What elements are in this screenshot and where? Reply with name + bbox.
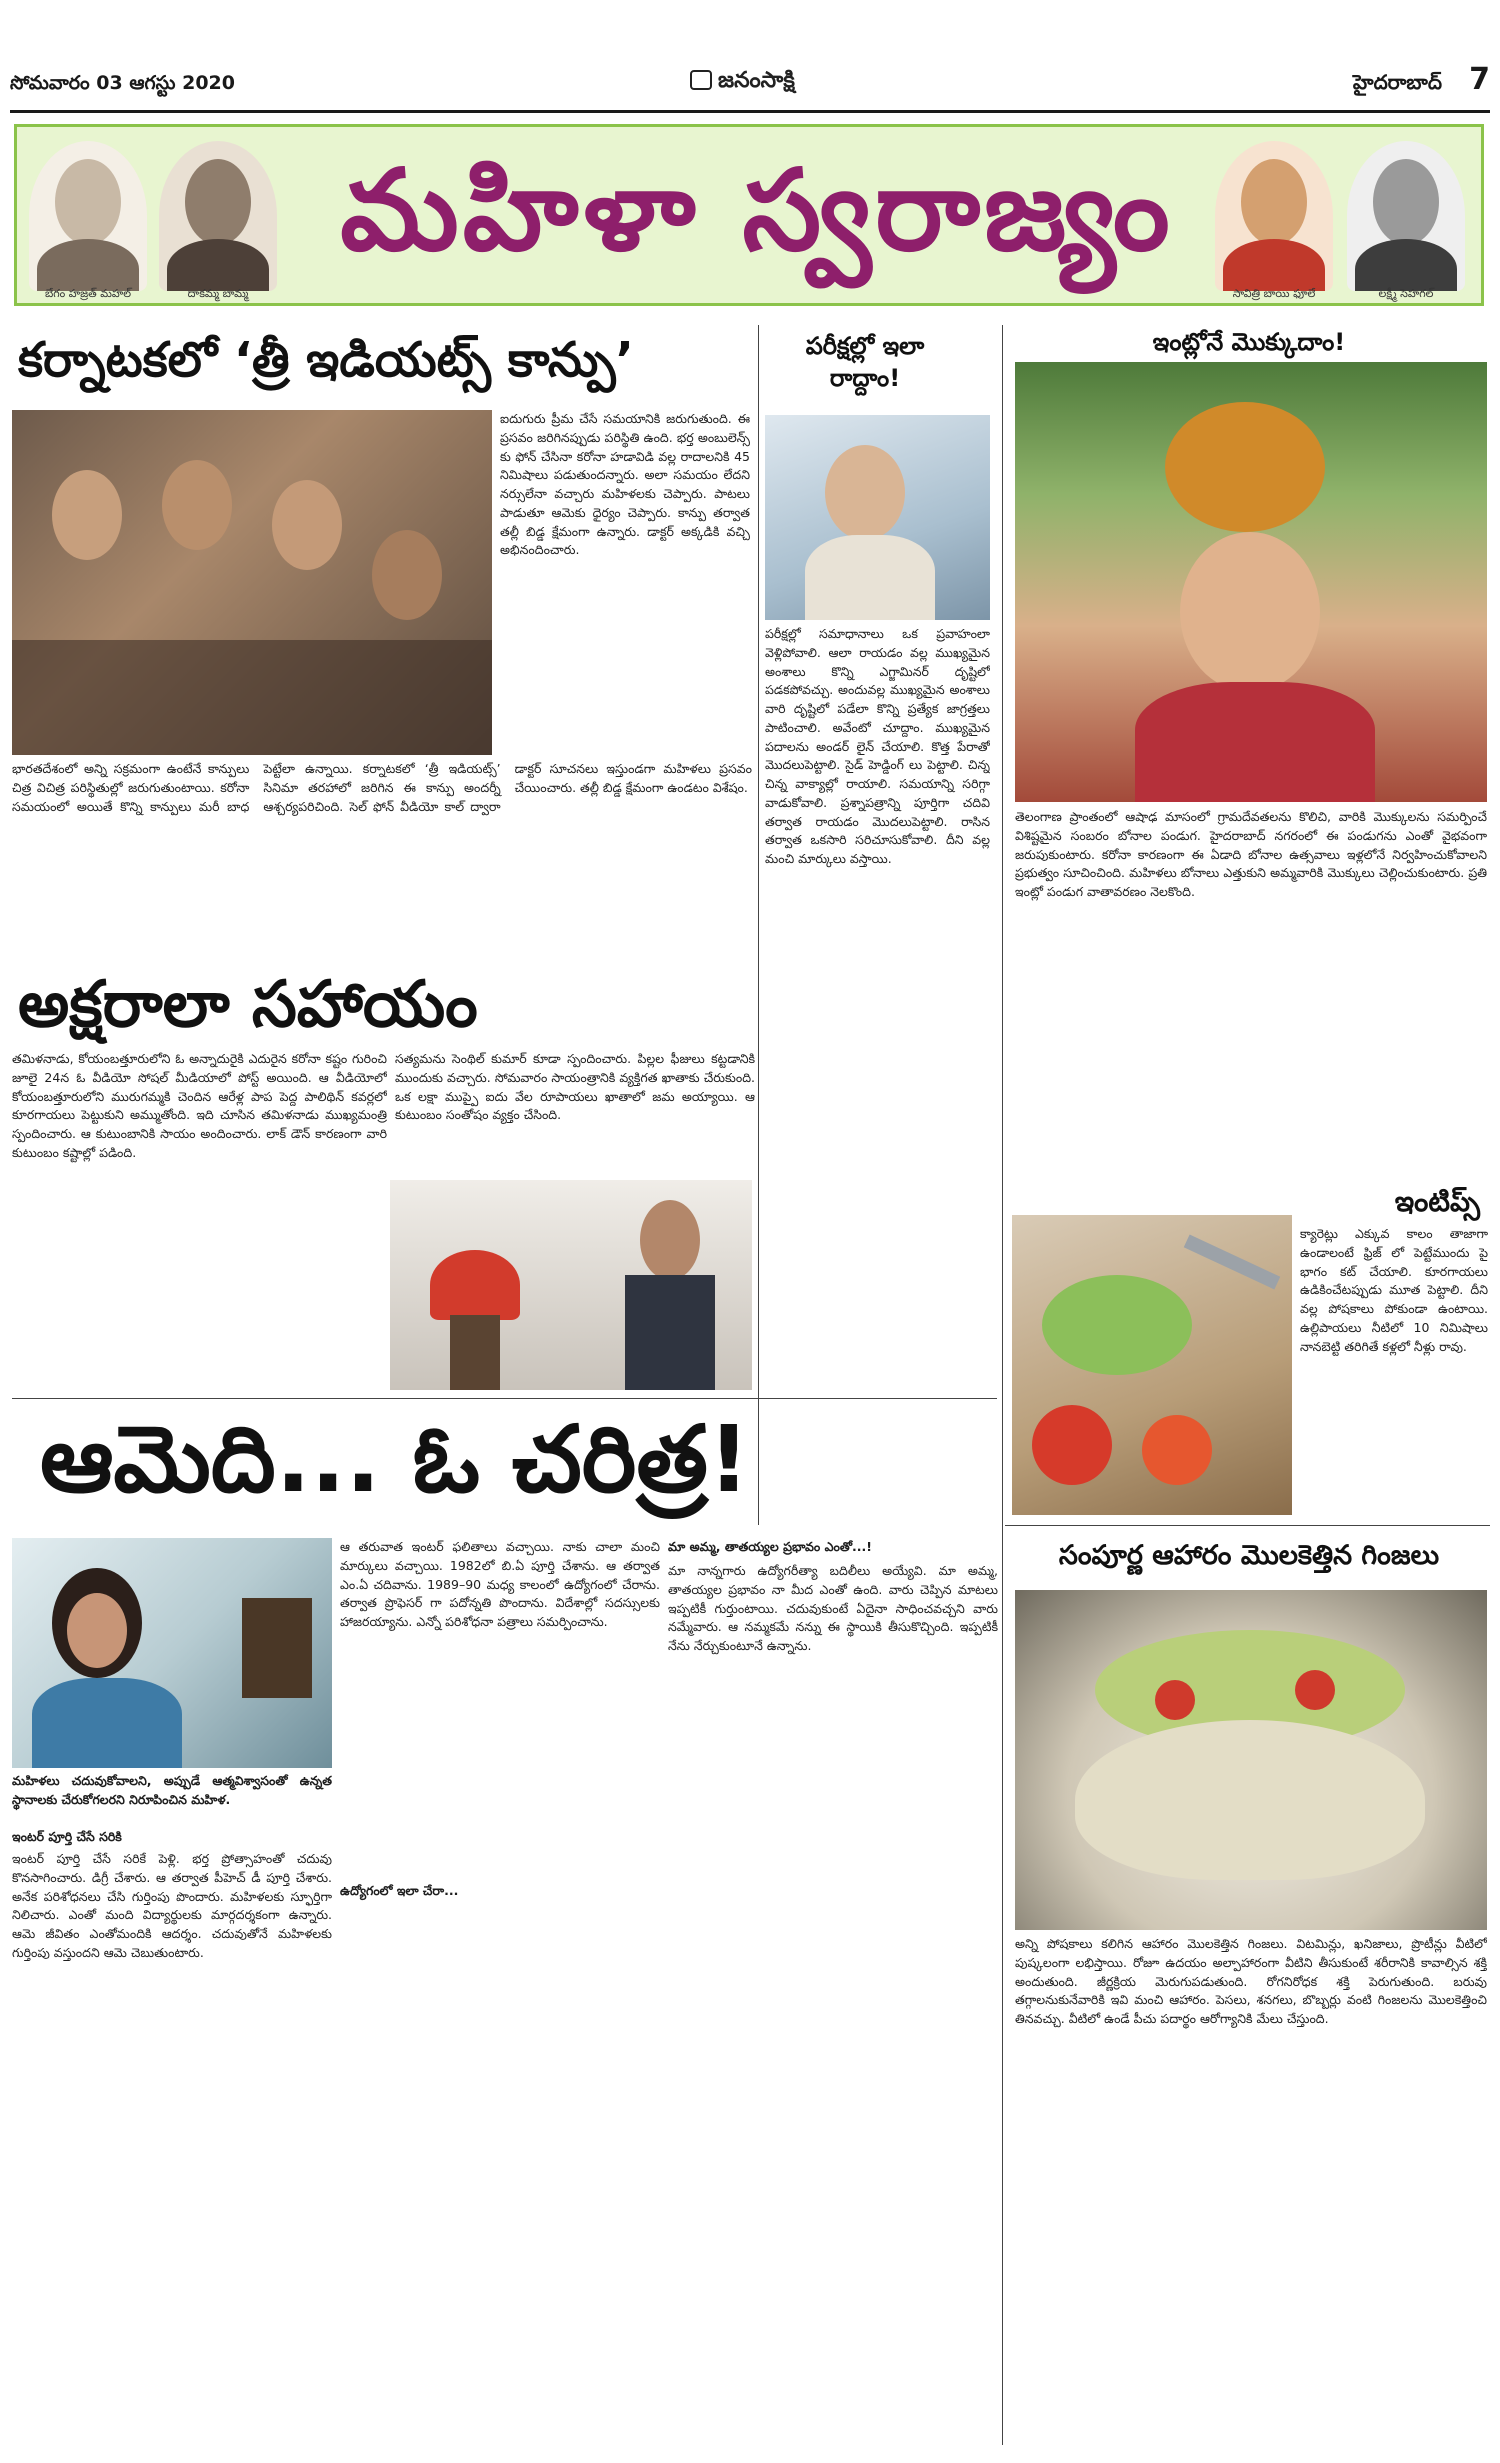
portrait-2 — [159, 141, 277, 291]
portrait-1 — [29, 141, 147, 291]
story-exams-photo — [765, 415, 990, 620]
story-sprouts-photo — [1015, 1590, 1487, 1930]
story-history-subhead-2: ఉద్యోగంలో ఇలా చేరా... — [340, 1883, 459, 1898]
story-karnataka-body-right: ఐదుగురు ప్రీమ చేసే సమయానికి జరుగుతుంది. ఈ ప్రసవం జరిగినప్పుడు పరిస్థితి ఉంది. భర్త అంబులెన్స్ కు ఫోన్ చేసినా కరోనా హడావిడి వల్ల రాదాలనికి 45 నిమిషాలు పడుతుందన్నారు. అలా సమయం లేదని నర్సులేనా వచ్చారు మహిళలకు చెప్పారు. పాటలు పాడుతూ ఆమెకు ధైర్యం చెప్పారు. కాన్పు తర్వాత తల్లీ బిడ్డ క్షేమంగా ఉన్నారు. డాక్టర్ అక్కడికి వచ్చి అభినందించారు. — [500, 411, 750, 558]
page-header — [10, 62, 1490, 116]
portrait-3 — [1215, 141, 1333, 291]
story-exams-body: పరీక్షల్లో సమాధానాలు ఒక ప్రవాహంలా వెళ్లిపోవాలి. ఆలా రాయడం వల్ల ముఖ్యమైన అంశాలు కొన్ని ఎగ్జామినర్ దృష్టిలో పడకపోవచ్చు. అందువల్ల ముఖ్యమైన అంశాలు వారి దృష్టిలో పడేలా కొన్ని ప్రత్యేక జాగ్రత్తలు పాటించాలి. అవేంటో చూద్దాం. ముఖ్యమైన పదాలను అండర్ లైన్ చేయాలి. కొత్త పేరాతో మొదలుపెట్టాలి. సైడ్ హెడ్డింగ్ లు పెట్టాలి. చిన్న చిన్న వాక్యాల్లో రాయాలి. సమయాన్ని సరిగ్గా వాడుకోవాలి. ప్రశ్నాపత్రాన్ని పూర్తిగా చదివి తర్వాత రాయడం మొదలుపెట్టాలి. రాసిన తర్వాత ఒకసారి సరిచూసుకోవాలి. దీని వల్ల మంచి మార్కులు వస్తాయి. — [765, 626, 990, 866]
story-help-body-left: తమిళనాడు, కోయంబత్తూరులోని ఓ అన్నాదురైకి ఎదురైన కరోనా కష్టం గురించి జూలై 24న ఓ వీడియో సోషల్ మీడియాలో పోస్ట్ అయింది. ఆ వీడియోలో కోయంబత్తూరులోని మురుగమ్మకి చెందిన ఆరేళ్ల పాప పెద్ద పాలిథిన్ కవర్లలో కూరగాయలు పెట్టుకుని అమ్ముతోంది. ఇది చూసిన తమిళనాడు ముఖ్యమంత్రి స్పందించారు. ఆ కుటుంబానికి సాయం అందించారు. లాక్ డౌన్ కారణంగా వారి కుటుంబం కష్టాల్లో పడింది. — [12, 1051, 387, 1160]
story-help-body-right: సత్యమను సెంథిల్ కుమార్ కూడా స్పందించారు. పిల్లల ఫీజులు కట్టడానికి ముందుకు వచ్చారు. సోమవారం సాయంత్రానికి వ్యక్తిగత ఖాతాకు చేరుకుంది. ఒక లక్షా ముప్పై ఐదు వేల రూపాయలు ఖాతాలో జమ అయ్యాయి. ఆ కుటుంబం సంతోషం వ్యక్తం చేసింది. — [395, 1051, 755, 1123]
portrait-2-caption: దాకమ్మ బామ్మ — [187, 287, 249, 300]
portrait-4 — [1347, 141, 1465, 291]
portrait-4-caption: లక్ష్మీ సెహగల్ — [1378, 287, 1434, 300]
story-history-headline: ఆమెది... ఓ చరిత్ర! — [40, 1406, 750, 1513]
story-history-subhead-1: ఇంటర్ పూర్తి చేసే సరికి — [12, 1829, 122, 1844]
portrait-3-caption: సావిత్రి బాయి ఫూలే — [1232, 287, 1316, 300]
banner-title: మహిళా స్వరాజ్యం — [340, 145, 1174, 276]
story-history-body-3: మా నాన్నగారు ఉద్యోగరీత్యా బదిలీలు అయ్యేవి. మా అమ్మ, తాతయ్యల ప్రభావం నా మీద ఎంతో ఉంది. వారు చెప్పిన మాటలు ఇప్పటికీ గుర్తుంటాయి. చదువుకుంటే ఏదైనా సాధించవచ్చని వారు నమ్మేవారు. ఆ నమ్మకమే నన్ను ఈ స్థాయికి తీసుకొచ్చింది. ఇప్పటికీ నేను నేర్చుకుంటూనే ఉన్నాను. — [668, 1563, 998, 1653]
story-help-headline: అక్షరాలా సహాయం — [18, 968, 478, 1042]
section-banner — [14, 124, 1484, 306]
story-history-body-2: ఆ తరువాత ఇంటర్ ఫలితాలు వచ్చాయి. నాకు చాలా మంచి మార్కులు వచ్చాయి. 1982లో బి.ఏ పూర్తి చేశాను. ఆ తర్వాత ఎం.ఏ చదివాను. 1989–90 మధ్య కాలంలో ఉద్యోగంలో చేరాను. తర్వాత ప్రొఫెసర్ గా పదోన్నతి పొందాను. విదేశాల్లో సదస్సులకు హాజరయ్యాను. ఎన్నో పరిశోధనా పత్రాలు సమర్పించాను. — [340, 1539, 660, 1629]
story-history-photo-caption: మహిళలు చదువుకోవాలని, అప్పుడే ఆత్మవిశ్వాసంతో ఉన్నత స్థానాలకు చేరుకోగలరని నిరూపించిన మహిళ. — [12, 1773, 332, 1807]
story-tips-photo — [1012, 1215, 1292, 1515]
story-history-subhead-3: మా అమ్మ, తాతయ్యల ప్రభావం ఎంతో...! — [668, 1539, 872, 1554]
story-tips-headline: ఇంటిప్స్ — [1394, 1185, 1480, 1218]
story-history-photo — [12, 1538, 332, 1768]
story-bonalu-body: తెలంగాణ ప్రాంతంలో ఆషాఢ మాసంలో గ్రామదేవతలను కొలిచి, వారికి మొక్కులను సమర్పించే విశిష్టమైన సంబరం బోనాల పండుగ. హైదరాబాద్ నగరంలో ఈ పండుగను ఎంతో వైభవంగా జరుపుకుంటారు. కరోనా కారణంగా ఈ ఏడాది బోనాల ఉత్సవాలు ఇళ్లలోనే నిర్వహించుకోవాలని ప్రభుత్వం సూచించింది. మహిళలు బోనాలు ఎత్తుకుని అమ్మవారికి మొక్కులు చెల్లించుకుంటారు. ప్రతి ఇంట్లో పండుగ వాతావరణం నెలకొంది. — [1015, 809, 1487, 899]
masthead — [690, 68, 795, 98]
issue-date: సోమవారం 03 ఆగస్టు 2020 — [10, 72, 235, 94]
story-bonalu-photo — [1015, 362, 1487, 802]
story-karnataka-body: భారతదేశంలో అన్ని సక్రమంగా ఉంటేనే కాన్పులు చిత్ర విచిత్ర పరిస్థితుల్లో జరుగుతుంటాయి. కరోనా సమయంలో అయితే కొన్ని కాన్పులు మరీ బాధ పెట్టేలా ఉన్నాయి. కర్నాటకలో ‘త్రీ ఇడియట్స్’ సినిమా తరహాలో జరిగిన ఈ కాన్పు అందర్నీ ఆశ్చర్యపరిచింది. సెల్ ఫోన్ వీడియో కాల్ ద్వారా డాక్టర్ సూచనలు ఇస్తుండగా మహిళలు ప్రసవం చేయించారు. తల్లీ బిడ్డ క్షేమంగా ఉండటం విశేషం. — [12, 761, 752, 814]
story-karnataka-headline: కర్నాటకలో ‘త్రీ ఇడియట్స్ కాన్పు’ — [18, 332, 634, 388]
story-sprouts-body: అన్ని పోషకాలు కలిగిన ఆహారం మొలకెత్తిన గింజలు. విటమిన్లు, ఖనిజాలు, ప్రొటీన్లు వీటిలో పుష్కలంగా లభిస్తాయి. రోజూ ఉదయం అల్పాహారంగా వీటిని తీసుకుంటే శరీరానికి కావాల్సిన శక్తి అందుతుంది. జీర్ణక్రియ మెరుగుపడుతుంది. రోగనిరోధక శక్తి పెరుగుతుంది. బరువు తగ్గాలనుకునేవారికి ఇవి మంచి ఆహారం. పెసలు, శనగలు, బొబ్బర్లు వంటి గింజలను మొలకెత్తించి తినవచ్చు. వీటిలో ఉండే పీచు పదార్థం ఆరోగ్యానికి మేలు చేస్తుంది. — [1015, 1936, 1487, 2026]
portrait-1-caption: బేగం హజ్రత్ మహల్ — [45, 287, 131, 300]
story-exams-headline: పరీక్షల్లో ఇలా రాద్దాం! — [805, 332, 925, 393]
masthead-logo-icon — [690, 70, 712, 90]
story-sprouts-headline: సంపూర్ణ ఆహారం మొలకెత్తిన గింజలు — [1058, 1540, 1440, 1571]
masthead-name: జనంసాక్షి — [718, 68, 795, 93]
header-rule — [10, 110, 1490, 113]
story-bonalu-headline: ఇంట్లోనే మొక్కుదాం! — [1152, 328, 1346, 356]
page-number: 7 — [1469, 62, 1490, 97]
story-karnataka-photo — [12, 410, 492, 755]
story-tips-body: క్యారెట్లు ఎక్కువ కాలం తాజాగా ఉండాలంటే ఫ్రిజ్ లో పెట్టేముందు పై భాగం కట్ చేయాలి. కూరగాయలు ఉడికించేటప్పుడు మూత పెట్టాలి. దీని వల్ల పోషకాలు పోకుండా ఉంటాయి. ఉల్లిపాయలు నీటిలో 10 నిమిషాలు నానబెట్టి తరిగితే కళ్లలో నీళ్లు రావు. — [1300, 1226, 1488, 1354]
story-history-body-1: ఇంటర్ పూర్తి చేసే సరికే పెళ్లి. భర్త ప్రోత్సాహంతో చదువు కొనసాగించారు. డిగ్రీ చేశారు. ఆ తర్వాత పీహెచ్ డీ పూర్తి చేశారు. అనేక పరిశోధనలు చేసి గుర్తింపు పొందారు. మహిళలకు స్ఫూర్తిగా నిలిచారు. ఎంతో మంది విద్యార్థులకు మార్గదర్శకంగా ఉన్నారు. ఆమె జీవితం ఎంతోమందికి ఆదర్శం. చదువుతోనే మహిళలకు గుర్తింపు వస్తుందని ఆమె చెబుతుంటారు. — [12, 1851, 332, 1960]
story-help-photo — [390, 1180, 752, 1390]
edition-city: హైదరాబాద్ — [1352, 70, 1442, 94]
